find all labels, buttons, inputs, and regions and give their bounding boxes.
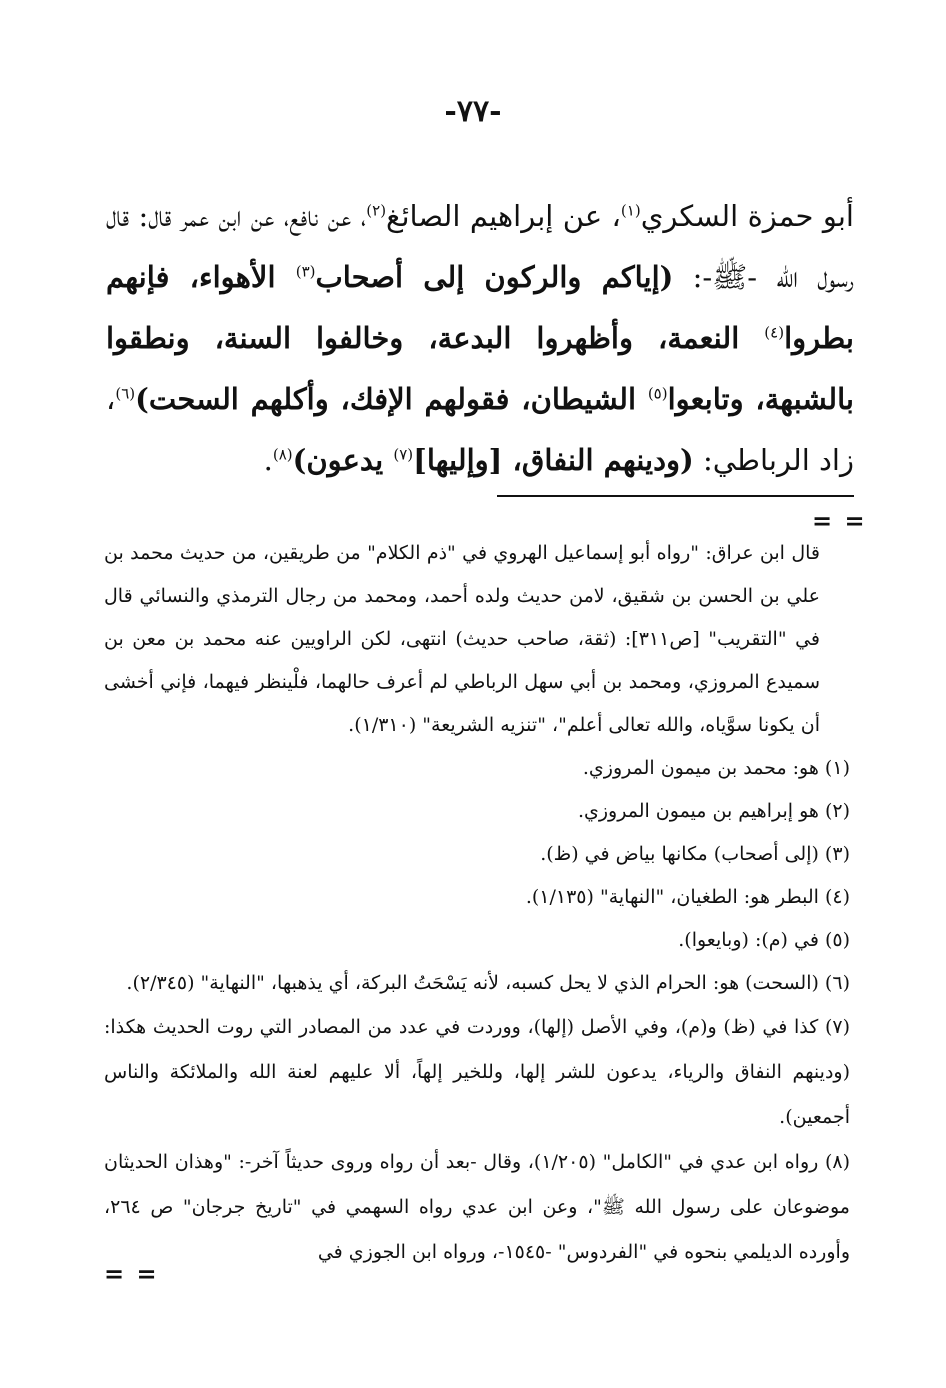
footnote-mark: (٨) — [272, 445, 293, 464]
footnote-2: (٢) هو إبراهيم بن ميمون المروزي. — [577, 800, 850, 822]
main-paragraph — [106, 186, 854, 491]
footnote-8: (٨) رواه ابن عدي في "الكامل" (١/٢٠٥)، وقال -بعد أن رواه وروى حديثاً آخر-: "وهذان الحديثان موضوعان على رسول الله ﷺ"، وعن ابن عدي رواه السهمي في "تاريخ جرجان" ص ٢٦٤، وأورده الديلمي بنحوه في "الفردوس" -١٥٤٥-، ورواه ابن الجوزي في — [104, 1151, 850, 1263]
text-segment: ، زاد الرباطي: — [106, 382, 854, 477]
text-segment: ، عن نافع، عن ابن عمر قال: قال رسول الله -ﷺ-: — [106, 199, 854, 294]
hadith-text: النعمة، وأظهروا البدعة، وخالفوا السنة، ونطقوا بالشبهة، وتابعوا — [106, 321, 854, 416]
footnote-1: (١) هو: محمد بن ميمون المروزي. — [582, 757, 850, 779]
text-segment: ، عن إبراهيم الصائغ — [386, 199, 621, 233]
footnotes-section — [104, 532, 850, 1275]
footnote-7: (٧) كذا في (ظ) و(م)، وفي الأصل (إلها)، ووردت في عدد من المصادر التي روت الحديث هكذا: (ودينهم النفاق والرياء، يدعون للشر إلها، وللخير إلهاً، ألا عليهم لعنة الله والملائكة والناس أجمعين). — [104, 1016, 850, 1128]
footnote-mark: (٧) — [393, 445, 414, 464]
footnote-mark: (٣) — [295, 262, 316, 281]
footnote-6: (٦) (السحت) هو: الحرام الذي لا يحل كسبه، لأنه يَسْحَتُ البركة، أي يذهبها، "النهاية" (٢/٣٤٥). — [126, 972, 850, 994]
hadith-text: (ودينهم النفاق، [وإليها] — [413, 443, 694, 477]
main-text — [106, 186, 854, 491]
footnote-mark: (٦) — [115, 384, 136, 403]
footnote-3: (٣) (إلى أصحاب) مكانها بياض في (ظ). — [540, 843, 850, 865]
footnote-mark: (١) — [620, 201, 641, 220]
continued-note: قال ابن عراق: "رواه أبو إسماعيل الهروي في "ذم الكلام" من طريقين، من حديث محمد بن علي بن الحسن بن شقيق، لامن حديث ولده أحمد، ومحمد من رجال الترمذي والنسائي قال في "التقريب" [ص٣١١]: (ثقة، صاحب حديث) انتهى، لكن الراويين عنه محمد بن معن بن سميدع المروزي، ومحمد بن أبي سهل الرباطي لم أعرف حالهما، فلْينظر فيهما، فإني أخشى أن يكونا سوَّياه، والله تعالى أعلم"، "تنزيه الشريعة" (١/٣١٠). — [104, 542, 820, 736]
footnote-mark: (٥) — [647, 384, 668, 403]
footnote-5: (٥) في (م): (وبايعوا). — [678, 929, 850, 951]
hadith-text: الشيطان، فقولهم الإفك، وأكلهم السحت) — [135, 382, 648, 416]
hadith-text: الأهواء، فإنهم بطروا — [106, 260, 854, 355]
footnote-separator-line — [497, 495, 854, 497]
hadith-text: (إياكم والركون إلى أصحاب — [315, 260, 674, 294]
text-segment: أبو حمزة السكري — [640, 199, 854, 233]
footnote-mark: (٤) — [764, 323, 785, 342]
hadith-text: يدعون) — [292, 443, 394, 477]
footnote-mark: (٢) — [366, 201, 387, 220]
page-number: -٧٧- — [444, 94, 502, 129]
text-segment: . — [263, 443, 273, 477]
continuation-mark-bottom: = = — [104, 1260, 159, 1288]
footnote-4: (٤) البطر هو: الطغيان، "النهاية" (١/١٣٥). — [525, 886, 850, 908]
continuation-mark-top: = = — [812, 507, 867, 535]
